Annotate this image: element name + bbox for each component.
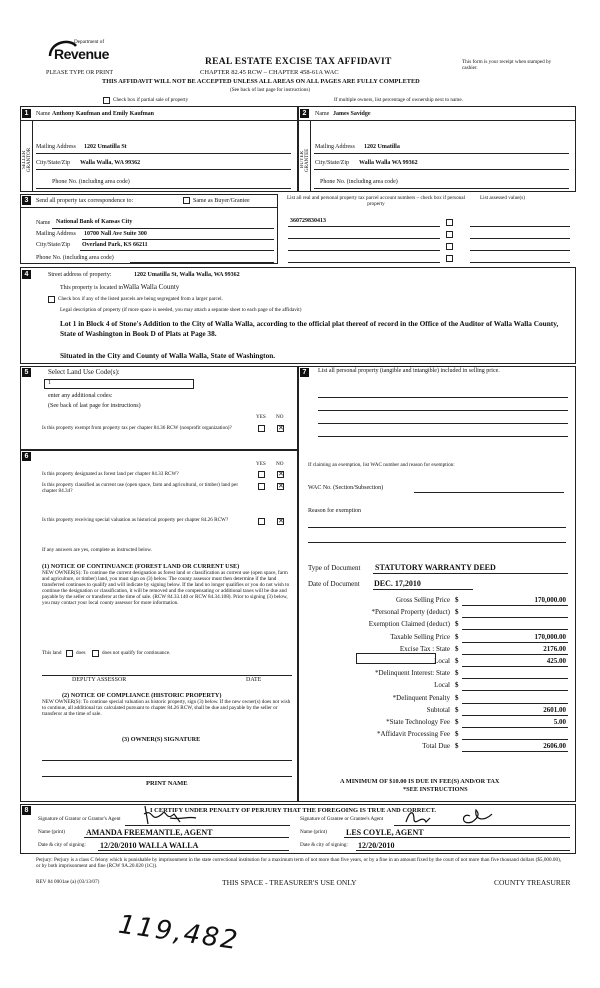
current-use-question: Is this property classified as current use (open space, farm and agricultural, or timber) land per chapter 84.34?	[42, 482, 239, 494]
tax-row-label: Total Due	[422, 742, 450, 751]
buyer-name[interactable]: James Savidge	[333, 111, 371, 117]
tax-row-value[interactable]: 2606.00	[543, 742, 566, 751]
corr-name-label: Name	[36, 220, 51, 226]
multiple-owners-note: If multiple owners, list percentage of ownership next to name.	[334, 97, 463, 103]
tax-row-dollar-sign: $	[455, 693, 459, 702]
tax-row-value[interactable]: 170,000.00	[534, 596, 566, 604]
perjury-notice: Perjury: Perjury is a class C felony which is punishable by imprisonment in the state correctional institution for a maximum term of not more than five years, or by a fine in an amount fixed by the court of not more than five thousand dollars ($5,000.00), or by both imprisonment and fine (RCW 9A.20.020 (1C)).	[36, 857, 562, 869]
tax-row-dollar-sign: $	[455, 632, 459, 641]
corr-phone-label: Phone No. (including area code)	[36, 255, 114, 261]
please-type-text: PLEASE TYPE OR PRINT	[46, 70, 114, 76]
local-rate-field[interactable]	[356, 653, 436, 664]
parcel-1-checkbox[interactable]	[446, 219, 453, 226]
forest-yes-checkbox[interactable]	[258, 471, 265, 478]
parcel-2-checkbox[interactable]	[446, 231, 453, 238]
legal-description[interactable]: Lot 1 in Block 4 of Stone's Addition to the City of Walla Walla, according to the official plat thereof of record in the Office of the Auditor of Walla Walla County, State of Washington in Book D of Plats at Page 38.	[60, 319, 559, 339]
seller-city[interactable]: Walla Walla, WA 99362	[80, 160, 141, 166]
seller-side-label: SELLER GRANTOR	[22, 147, 32, 173]
grantor-date-city[interactable]: 12/20/2010 WALLA WALLA	[100, 841, 199, 850]
buyer-side-label: BUYER GRANTEE	[300, 148, 310, 172]
tax-row-value[interactable]: 2176.00	[543, 644, 566, 653]
form-warning: THIS AFFIDAVIT WILL NOT BE ACCEPTED UNLESS ALL AREAS ON ALL PAGES ARE FULLY COMPLETED	[102, 78, 420, 85]
historic-yes-checkbox[interactable]	[258, 518, 265, 525]
situated-text: Situated in the City and County of Walla Walla, State of Washington.	[60, 351, 276, 360]
buyer-name-label: Name	[315, 111, 330, 117]
same-as-buyer-checkbox[interactable]	[183, 197, 190, 204]
continuance-title: (1) NOTICE OF CONTINUANCE (FOREST LAND OR CURRENT USE)	[42, 563, 240, 570]
logo-department-text: Department of	[74, 39, 105, 45]
historic-question: Is this property receiving special valuation as historical property per chapter 84.26 RCW?	[42, 517, 229, 523]
tax-row-dollar-sign: $	[455, 644, 459, 653]
land-does-not-label: does not qualify for continuance.	[102, 650, 171, 656]
land-use-code: 1	[48, 380, 51, 386]
grantor-date-label: Date & city of signing:	[38, 842, 86, 848]
grantee-name[interactable]: LES COYLE, AGENT	[346, 828, 424, 837]
exempt-yes-checkbox[interactable]	[258, 425, 265, 432]
personal-property-label: List all personal property (tangible and intangible) included in selling price.	[318, 368, 500, 374]
see-back-note: (See back of last page for instructions)	[230, 87, 311, 93]
claiming-exemption-label: If claiming an exemption, list WAC number and reason for exemption:	[308, 462, 455, 468]
grantee-signature-label: Signature of Grantee or Grantee's Agent	[300, 816, 384, 822]
land-use-see-back: (See back of last page for instructions)	[48, 403, 141, 409]
deputy-date-label: DATE	[246, 677, 262, 683]
tax-row-label: *Delinquent Interest: State	[374, 669, 450, 678]
wac-number-label: WAC No. (Section/Subsection)	[308, 485, 384, 491]
tax-row-label: *Delinquent Penalty	[392, 693, 450, 702]
parcel-list-label: List all real and personal property tax parcel account numbers – check box if personal property	[286, 195, 466, 207]
property-section	[20, 267, 576, 364]
minimum-due-note: A MINIMUM OF $10.00 IS DUE IN FEE(S) AND/OR TAX	[340, 778, 500, 785]
land-use-code-field[interactable]	[44, 379, 194, 389]
print-name-label: PRINT NAME	[146, 780, 188, 787]
land-does-checkbox[interactable]	[66, 650, 73, 657]
compliance-title: (2) NOTICE OF COMPLIANCE (HISTORIC PROPERTY)	[62, 692, 222, 699]
continuance-body: NEW OWNER(S): To continue the current designation as forest land or classification as current use (open space, farm and agriculture, or timber) land, you must sign on (3) below. The county assessor must then determine if the land transferred continues to qualify and will indicate by signing below. If the land no longer qualifies or you do not wish to continue the designation or classification, it will be removed and the compensating or additional taxes will be due and payable by the seller or transferor at the time of sale. (RCW 84.33.140 or RCW 84.34.108). Prior to signing (3) below, you may contact your local county assessor for more information.	[42, 570, 290, 606]
doc-date[interactable]: DEC. 17,2010	[374, 579, 421, 588]
exempt-question: Is this property exempt from property tax per chapter 84.36 RCW (nonprofit organization)?	[42, 425, 232, 431]
grantor-signature-image	[140, 802, 200, 828]
tax-row-label: Exemption Claimed (deduct)	[368, 620, 450, 629]
grantee-signature-image	[400, 804, 530, 828]
parcel-4-checkbox[interactable]	[446, 255, 453, 262]
tax-row-label: *Personal Property (deduct)	[371, 608, 450, 617]
partial-sale-checkbox[interactable]	[103, 97, 110, 104]
treasurer-use-only: THIS SPACE - TREASURER'S USE ONLY	[222, 878, 357, 887]
tax-row-value[interactable]: 5.00	[553, 718, 566, 726]
county-treasurer-label: COUNTY TREASURER	[494, 878, 571, 887]
tax-row-dollar-sign: $	[455, 742, 459, 751]
located-in-county[interactable]: Walla Walla County	[123, 283, 180, 291]
handwritten-number: 119,482	[116, 909, 242, 957]
seller-city-label: City/State/Zip	[36, 160, 70, 166]
doc-type-label: Type of Document	[308, 564, 361, 572]
tax-row-value[interactable]: 425.00	[546, 657, 566, 665]
corr-city-label: City/State/Zip	[36, 242, 70, 248]
if-yes-note: If any answers are yes, complete as instructed below.	[42, 547, 153, 553]
owner-signature-title: (3) OWNER(S) SIGNATURE	[122, 736, 201, 743]
seller-mailing-label: Mailing Address	[36, 144, 76, 150]
tax-row-label: *Affidavit Processing Fee	[377, 730, 450, 739]
this-land-label: This land	[42, 650, 62, 656]
section-1-number: 1	[22, 109, 31, 118]
s5-no-header: NO	[276, 414, 284, 420]
parcel-3-checkbox[interactable]	[446, 243, 453, 250]
street-address-label: Street address of property:	[48, 272, 112, 278]
section-4-number: 4	[22, 270, 31, 279]
form-chapter: CHAPTER 82.45 RCW – CHAPTER 458-61A WAC	[200, 69, 339, 76]
tax-row-label: *State Technology Fee	[386, 718, 450, 726]
current-use-yes-checkbox[interactable]	[258, 483, 265, 490]
tax-row-label: Gross Selling Price	[395, 596, 450, 604]
parcel-number[interactable]: 360729830413	[290, 218, 326, 224]
grantee-name-label: Name (print)	[300, 829, 327, 835]
forest-no-checkbox[interactable]: ✕	[278, 470, 284, 478]
buyer-phone-label: Phone No. (including area code)	[320, 179, 398, 185]
buyer-mailing[interactable]: 1202 Umatilla	[364, 144, 400, 150]
seller-mailing[interactable]: 1202 Umatilla St	[84, 144, 127, 150]
seller-name[interactable]: Anthony Kaufman and Emily Kaufman	[52, 111, 155, 117]
send-correspondence-label: Send all property tax correspondence to:	[36, 198, 134, 204]
exemption-reason-label: Reason for exemption	[308, 508, 361, 514]
section-5-number: 5	[22, 368, 31, 377]
tax-row-dollar-sign: $	[455, 608, 459, 617]
legal-description-label: Legal description of property (if more space is needed, you may attach a separate sheet to each page of the affidavit)	[60, 307, 302, 313]
historic-no-checkbox[interactable]: ✕	[278, 517, 284, 525]
receipt-note: This form is your receipt when stamped by cashier.	[462, 59, 552, 71]
street-address[interactable]: 1202 Umatilla St, Walla Walla, WA 99362	[134, 272, 240, 278]
tax-row-dollar-sign: $	[455, 669, 459, 678]
seller-phone-label: Phone No. (including area code)	[52, 179, 130, 185]
grantor-name-label: Name (print)	[38, 829, 65, 835]
land-does-not-checkbox[interactable]	[92, 650, 99, 657]
segregated-checkbox[interactable]	[48, 296, 55, 303]
segregated-label: Check box if any of the listed parcels are being segregated from a larger parcel.	[58, 296, 223, 302]
land-does-label: does	[76, 650, 86, 656]
tax-row-dollar-sign: $	[455, 657, 459, 665]
tax-row-label: Local	[434, 657, 450, 665]
tax-row-dollar-sign: $	[455, 596, 459, 604]
forest-land-question: Is this property designated as forest land per chapter 84.33 RCW?	[42, 471, 179, 477]
doc-date-label: Date of Document	[308, 580, 360, 588]
tax-row-dollar-sign: $	[455, 705, 459, 714]
doc-type[interactable]: STATUTORY WARRANTY DEED	[375, 563, 496, 572]
tax-row-dollar-sign: $	[455, 681, 459, 690]
grantee-date-city[interactable]: 12/20/2010	[358, 841, 395, 850]
section-3-number: 3	[22, 196, 31, 205]
tax-row-dollar-sign: $	[455, 718, 459, 726]
form-title: REAL ESTATE EXCISE TAX AFFIDAVIT	[205, 57, 392, 67]
see-instructions-note: *SEE INSTRUCTIONS	[403, 786, 468, 793]
partial-sale-label: Check box if partial sale of property	[113, 97, 189, 103]
corr-name[interactable]: National Bank of Kansas City	[56, 219, 133, 225]
corr-mailing[interactable]: 10700 Nall Ave Suite 300	[84, 231, 147, 237]
tax-row-label: Taxable Selling Price	[390, 632, 450, 641]
current-use-no-checkbox[interactable]: ✕	[278, 482, 284, 490]
tax-row-value[interactable]: 170,000.00	[534, 632, 566, 641]
section-6-number: 6	[22, 452, 31, 461]
form-revision: REV 84 0001ae (a) (03/13/07)	[36, 879, 100, 885]
s6-yes-header: YES	[256, 461, 266, 467]
buyer-city[interactable]: Walla Walla WA 99362	[359, 160, 418, 166]
same-as-buyer-label: Same as Buyer/Grantee	[193, 198, 250, 204]
located-in-label: This property is located in	[60, 285, 123, 291]
revenue-logo	[46, 36, 126, 66]
tax-row-dollar-sign: $	[455, 620, 459, 629]
tax-row-label: Local	[434, 681, 450, 690]
land-use-label: Select Land Use Code(s):	[48, 368, 120, 376]
logo-revenue-text: Revenue	[54, 46, 109, 62]
assessed-value-label: List assessed value(s)	[480, 195, 525, 201]
grantee-date-label: Date & city of signing:	[300, 842, 348, 848]
buyer-mailing-label: Mailing Address	[315, 144, 355, 150]
exempt-no-checkbox[interactable]: ✕	[278, 424, 284, 432]
deputy-assessor-label: DEPUTY ASSESSOR	[72, 677, 127, 683]
tax-row-label: Subtotal	[426, 705, 450, 714]
additional-codes-label: enter any additional codes:	[48, 393, 113, 399]
tax-row-dollar-sign: $	[455, 730, 459, 739]
compliance-body: NEW OWNER(S): To continue special valuation as historic property, sign (3) below. If the new owner(s) does not wish to continue, all additional tax calculated pursuant to chapter 84.26 RCW, shall be due and payable by the seller or transferor at the time of sale.	[42, 699, 291, 717]
certify-statement: I CERTIFY UNDER PENALTY OF PERJURY THAT THE FOREGOING IS TRUE AND CORRECT.	[150, 807, 437, 814]
grantor-signature-label: Signature of Grantor or Grantor's Agent	[38, 816, 121, 822]
s6-no-header: NO	[276, 461, 284, 467]
corr-mailing-label: Mailing Address	[36, 231, 76, 237]
section-2-number: 2	[300, 109, 309, 118]
section-8-number: 8	[22, 806, 31, 815]
forest-land-section	[20, 450, 298, 802]
s5-yes-header: YES	[256, 414, 266, 420]
buyer-city-label: City/State/Zip	[315, 160, 349, 166]
tax-row-value[interactable]: 2601.00	[543, 705, 566, 714]
section-7-number: 7	[300, 368, 309, 377]
corr-city[interactable]: Overland Park, KS 66211	[82, 242, 148, 248]
grantor-name[interactable]: AMANDA FREEMANTLE, AGENT	[86, 828, 213, 837]
tax-row-label: Excise Tax : State	[399, 644, 450, 653]
seller-name-label: Name	[36, 111, 51, 117]
